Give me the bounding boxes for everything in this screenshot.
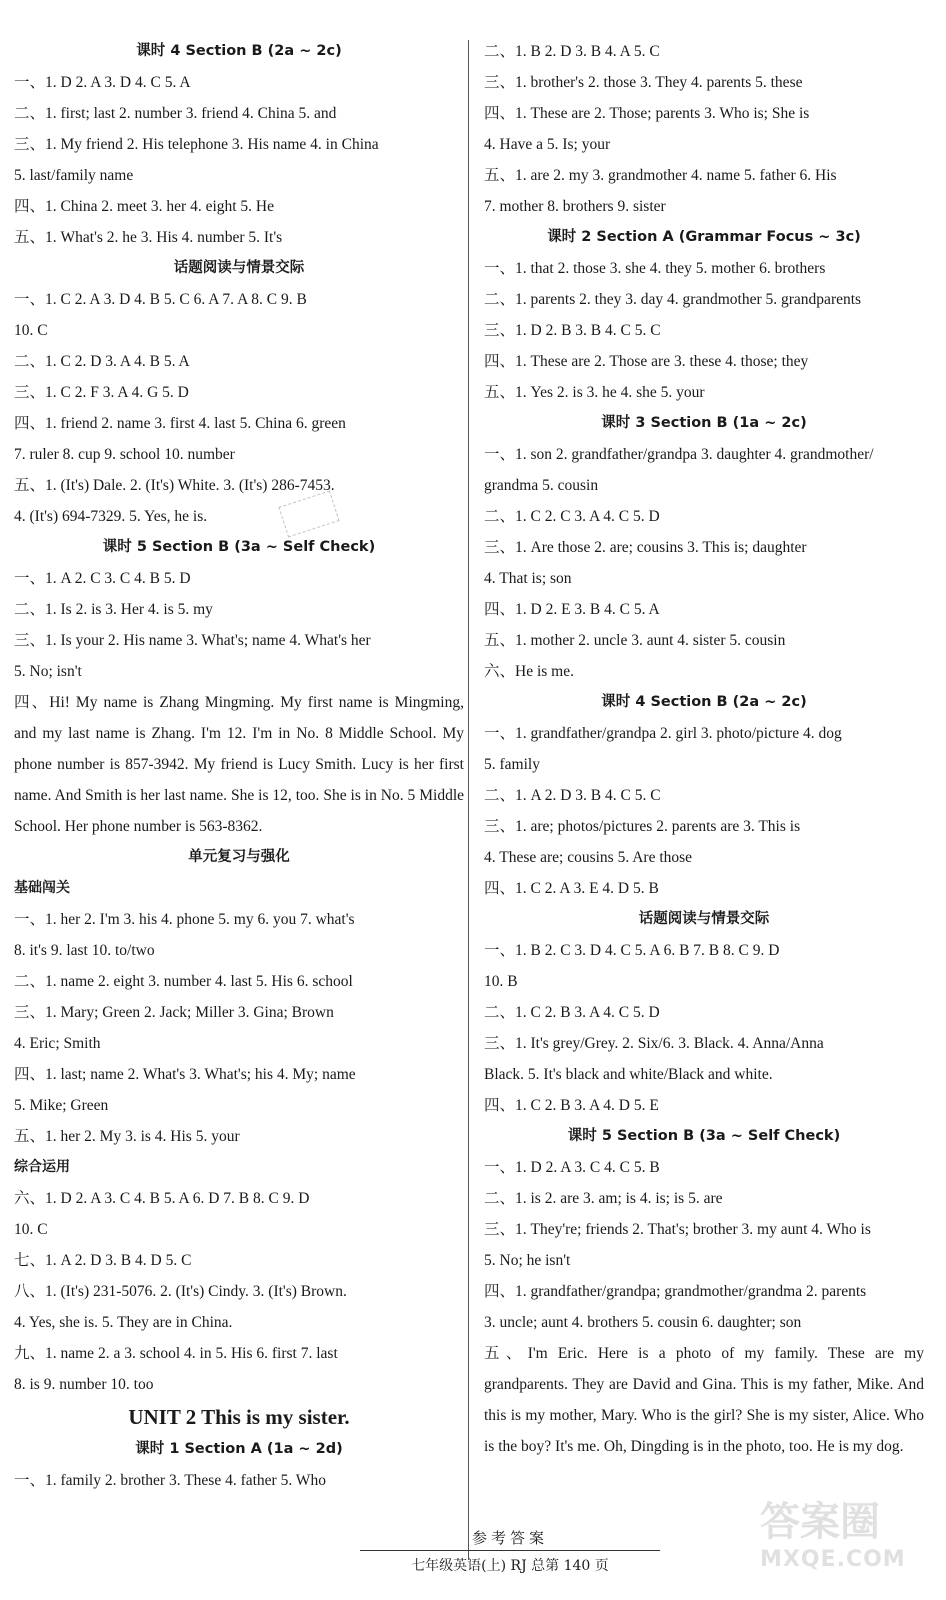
answer-line: 7. ruler 8. cup 9. school 10. number: [14, 446, 235, 463]
section-heading: 课时 3 Section B (1a ~ 2c): [601, 415, 807, 431]
answer-line: 二、1. C 2. D 3. A 4. B 5. A: [14, 353, 190, 370]
unit-title: UNIT 2 This is my sister.: [128, 1405, 350, 1429]
answer-line: 四、1. China 2. meet 3. her 4. eight 5. He: [14, 198, 275, 215]
answer-line: 一、1. B 2. C 3. D 4. C 5. A 6. B 7. B 8. C 9. D: [484, 942, 780, 959]
watermark-site-text: MXQE.COM: [760, 1547, 906, 1572]
answer-line: 7. mother 8. brothers 9. sister: [484, 198, 666, 215]
section-heading: 课时 2 Section A (Grammar Focus ~ 3c): [547, 229, 861, 245]
answer-line: 三、1. It's grey/Grey. 2. Six/6. 3. Black. 4. Anna/Anna: [484, 1035, 824, 1052]
answer-line: 10. C: [14, 1221, 48, 1238]
section-heading: 课时 4 Section B (2a ~ 2c): [136, 43, 342, 59]
column-divider: [468, 40, 469, 1560]
answer-line: 一、1. that 2. those 3. she 4. they 5. mother 6. brothers: [484, 260, 826, 277]
answer-line: 三、1. Mary; Green 2. Jack; Miller 3. Gina; Brown: [14, 1004, 334, 1021]
answer-line: 二、1. is 2. are 3. am; is 4. is; is 5. are: [484, 1190, 723, 1207]
answer-line: 三、1. C 2. F 3. A 4. G 5. D: [14, 384, 189, 401]
subsection-heading: 综合运用: [14, 1159, 70, 1175]
answer-line: 一、1. C 2. A 3. D 4. B 5. C 6. A 7. A 8. C 9. B: [14, 291, 307, 308]
section-heading: 课时 4 Section B (2a ~ 2c): [601, 694, 807, 710]
answer-line: 六、1. D 2. A 3. C 4. B 5. A 6. D 7. B 8. C 9. D: [14, 1190, 310, 1207]
answer-line: 五、1. are 2. my 3. grandmother 4. name 5. father 6. His: [484, 167, 837, 184]
answer-line: 二、1. name 2. eight 3. number 4. last 5. His 6. school: [14, 973, 353, 990]
answer-line: 四、1. C 2. B 3. A 4. D 5. E: [484, 1097, 659, 1114]
footer-title: 参考答案: [471, 1529, 548, 1547]
answer-line: 一、1. A 2. C 3. C 4. B 5. D: [14, 570, 191, 587]
answer-line: 三、1. are; photos/pictures 2. parents are 3. This is: [484, 818, 801, 835]
answer-line: 二、1. A 2. D 3. B 4. C 5. C: [484, 787, 661, 804]
answer-line: 二、1. parents 2. they 3. day 4. grandmother 5. grandparents: [484, 291, 862, 308]
answer-line: 一、1. family 2. brother 3. These 4. father 5. Who: [14, 1472, 326, 1489]
answer-line: 二、1. C 2. C 3. A 4. C 5. D: [484, 508, 660, 525]
answer-line: 三、1. Are those 2. are; cousins 3. This is; daughter: [484, 539, 807, 556]
answer-line: 4. (It's) 694-7329. 5. Yes, he is.: [14, 508, 208, 525]
answer-line: 三、1. Is your 2. His name 3. What's; name 4. What's her: [14, 632, 371, 649]
answer-line: 5. family: [484, 756, 540, 773]
answer-line: 五、1. mother 2. uncle 3. aunt 4. sister 5. cousin: [484, 632, 786, 649]
answer-line: 四、1. grandfather/grandpa; grandmother/grandma 2. parents: [484, 1283, 867, 1300]
answer-line: 四、1. These are 2. Those are 3. these 4. those; they: [484, 353, 809, 370]
section-heading: 课时 1 Section A (1a ~ 2d): [135, 1441, 343, 1457]
answer-paragraph: 五、I'm Eric. Here is a photo of my family. These are my grandparents. They are David and Gina. This is my father, Mike. And this is my mother, Mary. Who is the girl? She is my sister, Alice. Who is the boy? It's me. Oh, Dingding is in the photo, too. He is my dog.: [484, 1345, 924, 1455]
answer-line: 三、1. D 2. B 3. B 4. C 5. C: [484, 322, 661, 339]
answer-line: 10. C: [14, 322, 48, 339]
answer-line: 一、1. D 2. A 3. C 4. C 5. B: [484, 1159, 660, 1176]
answer-line: 10. B: [484, 973, 518, 990]
answer-line: 五、1. Yes 2. is 3. he 4. she 5. your: [484, 384, 705, 401]
answer-line: 九、1. name 2. a 3. school 4. in 5. His 6. first 7. last: [14, 1345, 338, 1362]
answer-line: 8. it's 9. last 10. to/two: [14, 942, 155, 959]
footer-rule: [360, 1550, 660, 1551]
answer-line: 二、1. C 2. B 3. A 4. C 5. D: [484, 1004, 660, 1021]
section-heading: 话题阅读与情景交际: [173, 260, 305, 276]
left-column: [14, 36, 464, 1496]
answer-line: 二、1. B 2. D 3. B 4. A 5. C: [484, 43, 660, 60]
answer-line: 四、1. These are 2. Those; parents 3. Who is; She is: [484, 105, 810, 122]
answer-line: 四、1. friend 2. name 3. first 4. last 5. China 6. green: [14, 415, 346, 432]
answer-line: 四、1. C 2. A 3. E 4. D 5. B: [484, 880, 659, 897]
answer-line: 三、1. brother's 2. those 3. They 4. parents 5. these: [484, 74, 803, 91]
answer-line: 八、1. (It's) 231-5076. 2. (It's) Cindy. 3. (It's) Brown.: [14, 1283, 347, 1300]
answer-line: 五、1. What's 2. he 3. His 4. number 5. It's: [14, 229, 283, 246]
watermark-logo: [760, 1490, 930, 1580]
answer-line: grandma 5. cousin: [484, 477, 599, 494]
section-heading: 课时 5 Section B (3a ~ Self Check): [102, 539, 376, 555]
page-footer: [360, 1527, 660, 1575]
answer-paragraph: 四、Hi! My name is Zhang Mingming. My first name is Mingming, and my last name is Zhang. I'm 12. I'm in No. 8 Middle School. My phone number is 857-3942. My friend is Lucy Smith. Lucy is her first name. And Smith is her last name. She is 12, too. She is in No. 5 Middle School. Her phone number is 563-8362.: [14, 694, 464, 835]
answer-line: 一、1. grandfather/grandpa 2. girl 3. photo/picture 4. dog: [484, 725, 842, 742]
answer-line: 5. No; he isn't: [484, 1252, 571, 1269]
answer-line: 5. last/family name: [14, 167, 134, 184]
answer-line: 四、1. last; name 2. What's 3. What's; his 4. My; name: [14, 1066, 356, 1083]
answer-line: 4. That is; son: [484, 570, 572, 587]
answer-line: 六、He is me.: [484, 663, 574, 680]
answer-line: 三、1. They're; friends 2. That's; brother 3. my aunt 4. Who is: [484, 1221, 871, 1238]
answer-line: 3. uncle; aunt 4. brothers 5. cousin 6. daughter; son: [484, 1314, 802, 1331]
section-heading: 话题阅读与情景交际: [638, 911, 770, 927]
answer-line: 四、1. D 2. E 3. B 4. C 5. A: [484, 601, 660, 618]
answer-line: 一、1. her 2. I'm 3. his 4. phone 5. my 6. you 7. what's: [14, 911, 355, 928]
section-heading: 课时 5 Section B (3a ~ Self Check): [567, 1128, 841, 1144]
footer-page-info: 七年级英语(上) RJ 总第 140 页: [411, 1558, 609, 1574]
answer-line: 5. No; isn't: [14, 663, 82, 680]
answer-line: 5. Mike; Green: [14, 1097, 109, 1114]
answer-line: 五、1. (It's) Dale. 2. (It's) White. 3. (It's) 286-7453.: [14, 477, 335, 494]
answer-line: 4. Have a 5. Is; your: [484, 136, 611, 153]
subsection-heading: 基础闯关: [14, 880, 70, 896]
answer-line: 4. Yes, she is. 5. They are in China.: [14, 1314, 233, 1331]
answer-line: 五、1. her 2. My 3. is 4. His 5. your: [14, 1128, 240, 1145]
answer-line: 一、1. son 2. grandfather/grandpa 3. daughter 4. grandmother/: [484, 446, 874, 463]
answer-line: 4. These are; cousins 5. Are those: [484, 849, 693, 866]
answer-line: 七、1. A 2. D 3. B 4. D 5. C: [14, 1252, 192, 1269]
right-column: [484, 36, 924, 1462]
answer-line: 二、1. Is 2. is 3. Her 4. is 5. my: [14, 601, 213, 618]
section-heading: 单元复习与强化: [188, 849, 290, 865]
answer-line: 三、1. My friend 2. His telephone 3. His name 4. in China: [14, 136, 379, 153]
answer-line: 4. Eric; Smith: [14, 1035, 101, 1052]
answer-line: 一、1. D 2. A 3. D 4. C 5. A: [14, 74, 191, 91]
answer-line: 二、1. first; last 2. number 3. friend 4. China 5. and: [14, 105, 337, 122]
watermark-logo-text: 答案圈: [760, 1499, 880, 1545]
answer-line: Black. 5. It's black and white/Black and white.: [484, 1066, 773, 1083]
answer-line: 8. is 9. number 10. too: [14, 1376, 154, 1393]
